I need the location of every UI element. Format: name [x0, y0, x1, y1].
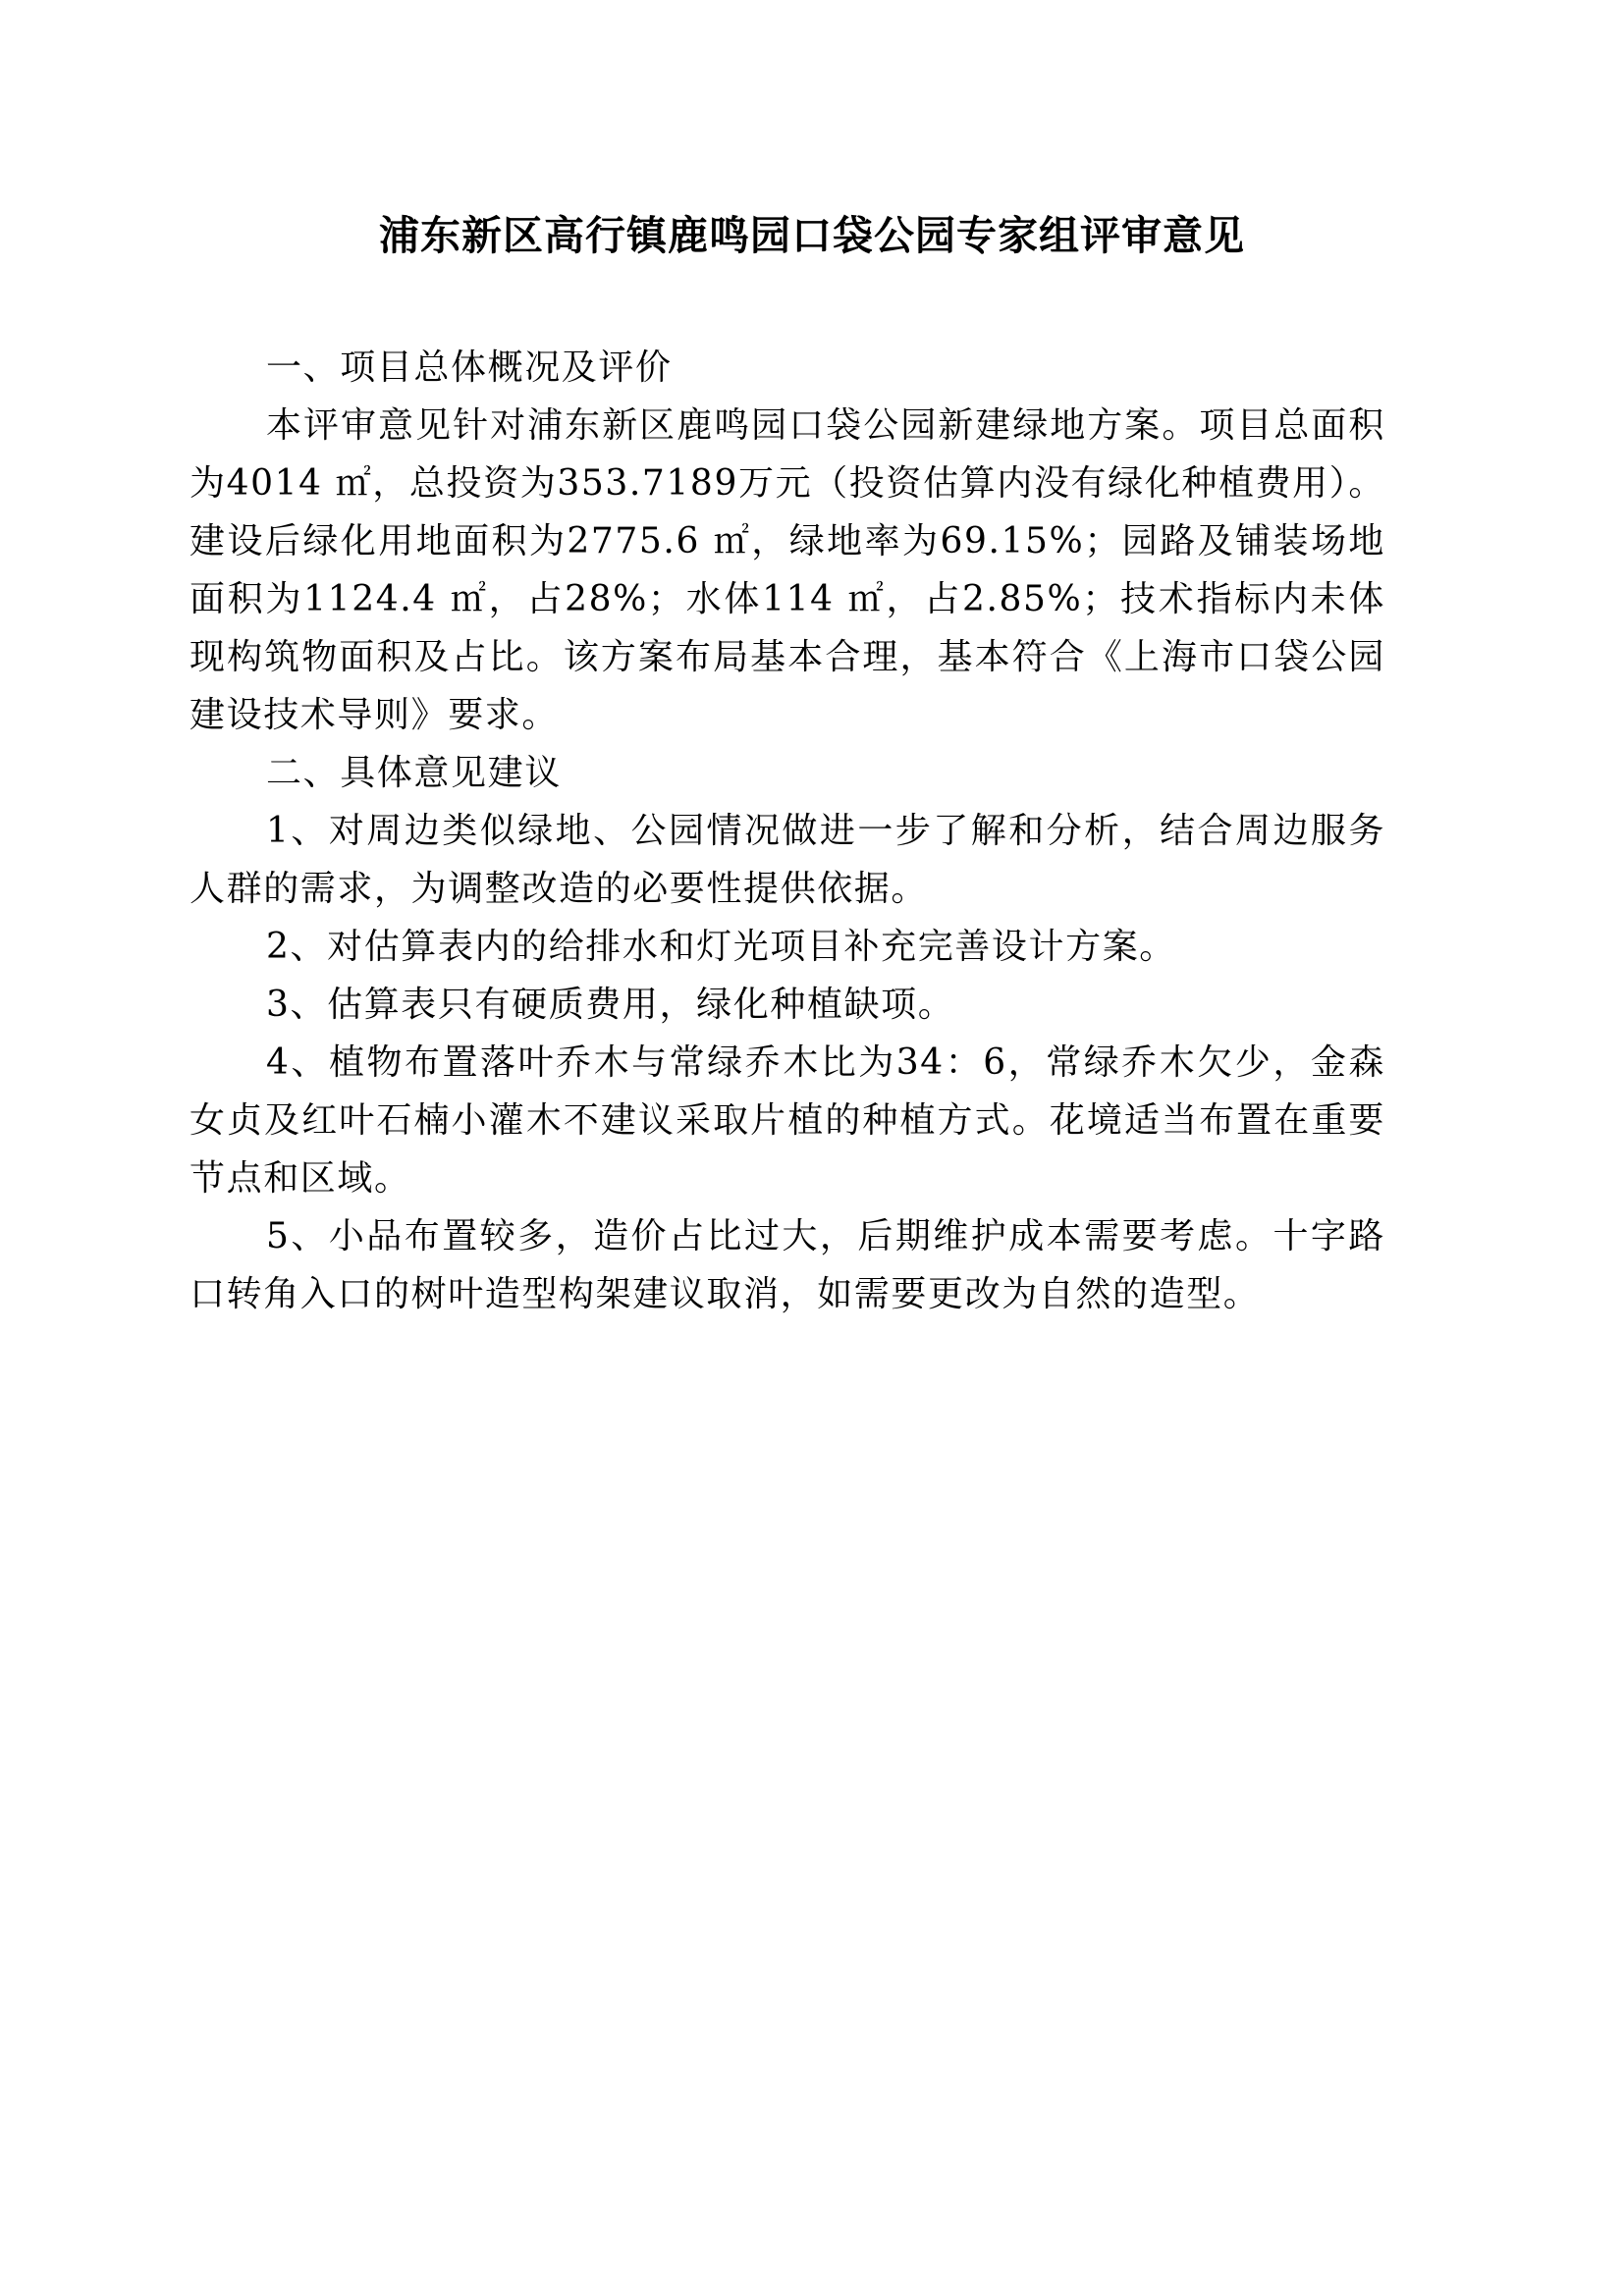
suggestion-item-1: 1、对周边类似绿地、公园情况做进一步了解和分析，结合周边服务人群的需求，为调整改造的必要性提供依据。	[189, 811, 1385, 909]
section-heading-suggestions: 二、具体意见建议	[266, 753, 562, 793]
document-body	[189, 339, 1385, 1323]
suggestion-item-2: 2、对估算表内的给排水和灯光项目补充完善设计方案。	[266, 927, 1176, 967]
suggestion-item-3: 3、估算表只有硬质费用，绿化种植缺项。	[266, 985, 955, 1025]
document-title: 浦东新区高行镇鹿鸣园口袋公园专家组评审意见	[379, 212, 1245, 259]
section-heading-overview: 一、项目总体概况及评价	[266, 347, 673, 388]
suggestion-item-4: 4、植物布置落叶乔木与常绿乔木比为34：6，常绿乔木欠少，金森女贞及红叶石楠小灌木不建议采取片植的种植方式。花境适当布置在重要节点和区域。	[189, 1042, 1385, 1199]
overview-paragraph: 本评审意见针对浦东新区鹿鸣园口袋公园新建绿地方案。项目总面积为4014 ㎡，总投资为353.7189万元（投资估算内没有绿化种植费用）。建设后绿化用地面积为2775.6 ㎡，绿地率为69.15%；园路及铺装场地面积为1124.4 ㎡，占28%；水体114 ㎡，占2.85%；技术指标内未体现构筑物面积及占比。该方案布局基本合理，基本符合《上海市口袋公园建设技术导则》要求。	[189, 405, 1385, 735]
suggestion-item-5: 5、小品布置较多，造价占比过大，后期维护成本需要考虑。十字路口转角入口的树叶造型构架建议取消，如需要更改为自然的造型。	[189, 1216, 1385, 1314]
